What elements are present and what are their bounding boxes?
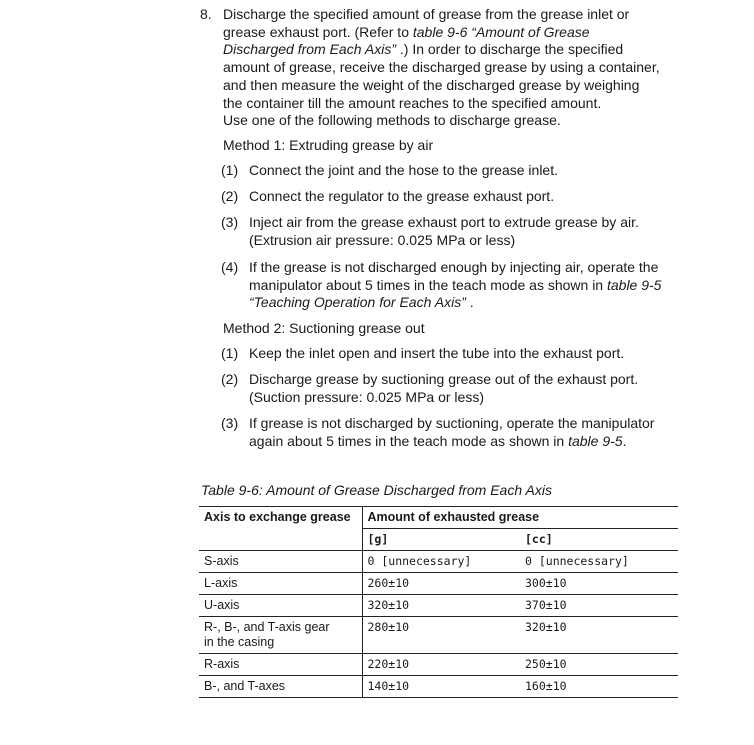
- header-amount: Amount of exhausted grease: [362, 507, 678, 529]
- table-row: [199, 617, 678, 654]
- item-number: (1): [221, 162, 239, 178]
- cell-axis: B-, and T-axes: [199, 676, 362, 698]
- table-row: [199, 551, 678, 573]
- item-text: Connect the joint and the hose to the grease inlet.: [249, 162, 558, 178]
- cell-g: 0 [unnecessary]: [362, 551, 520, 573]
- method-1-title: Method 1: Extruding grease by air: [223, 137, 434, 153]
- table-caption: Table 9-6: Amount of Grease Discharged from Each Axis: [201, 482, 552, 498]
- cell-axis: R-axis: [199, 654, 362, 676]
- item-number: (4): [221, 259, 239, 275]
- step-text: .) In order to discharge the specified: [395, 41, 624, 58]
- cell-axis: S-axis: [199, 551, 362, 573]
- table-reference: table 9-5: [606, 276, 662, 293]
- cell-cc: 370±10: [520, 595, 678, 617]
- cell-cc: 160±10: [520, 676, 678, 698]
- item-text: [249, 415, 691, 450]
- table-reference: Discharged from Each Axis”: [223, 41, 396, 58]
- cell-cc: 320±10: [520, 617, 678, 654]
- cell-g: 320±10: [362, 595, 520, 617]
- cell-axis-line: in the casing: [204, 635, 275, 649]
- step-line: [223, 24, 690, 42]
- item-line: [249, 277, 691, 295]
- header-axis: Axis to exchange grease: [199, 507, 362, 551]
- item-line: (Extrusion air pressure: 0.025 MPa or less): [249, 231, 516, 248]
- table-header-row: [199, 507, 678, 529]
- item-line: If grease is not discharged by suctioning, operate the manipulator: [249, 415, 655, 431]
- item-line: If the grease is not discharged enough by injecting air, operate the: [249, 259, 659, 275]
- step-8: [200, 6, 690, 130]
- cell-g: 280±10: [362, 617, 520, 654]
- item-text: Connect the regulator to the grease exhaust port.: [249, 188, 555, 204]
- method-1-item: [221, 188, 691, 206]
- step-line: and then measure the weight of the discharged grease by weighing: [223, 76, 640, 93]
- step-line: the container till the amount reaches to the specified amount.: [223, 94, 602, 111]
- cell-g: 140±10: [362, 676, 520, 698]
- item-number: (2): [221, 371, 239, 387]
- cell-cc: 300±10: [520, 573, 678, 595]
- item-text: Keep the inlet open and insert the tube into the exhaust port.: [249, 345, 625, 361]
- table-reference: table 9-5: [568, 432, 623, 449]
- item-text: [249, 214, 691, 249]
- cell-axis-line: R-, B-, and T-axis gear: [204, 620, 330, 634]
- method-2-item: [221, 371, 691, 406]
- item-line: [249, 294, 691, 312]
- step-line: Use one of the following methods to discharge grease.: [223, 112, 561, 129]
- table-reference: table 9-6 “Amount of Grease: [412, 23, 590, 40]
- item-text-part: .: [622, 432, 627, 449]
- header-unit-cc: [cc]: [520, 529, 678, 551]
- item-number: (3): [221, 415, 239, 431]
- cell-g: 220±10: [362, 654, 520, 676]
- table-row: [199, 595, 678, 617]
- cell-cc: 250±10: [520, 654, 678, 676]
- item-text-part: manipulator about 5 times in the teach mode as shown in: [249, 276, 607, 293]
- item-text-part: again about 5 times in the teach mode as shown in: [249, 432, 569, 449]
- item-text: [249, 371, 691, 406]
- method-1-item: [221, 214, 691, 249]
- cell-cc: 0 [unnecessary]: [520, 551, 678, 573]
- item-line: [249, 433, 691, 451]
- step-line: Discharge the specified amount of grease from the grease inlet or: [223, 6, 630, 22]
- step-line: amount of grease, receive the discharged grease by using a container,: [223, 59, 660, 76]
- step-number: 8.: [200, 6, 212, 22]
- cell-axis: L-axis: [199, 573, 362, 595]
- method-2-item: [221, 345, 691, 363]
- step-body: [223, 6, 690, 130]
- table-row: [199, 676, 678, 698]
- item-number: (1): [221, 345, 239, 361]
- step-text: grease exhaust port. (Refer to: [223, 23, 413, 40]
- item-number: (3): [221, 214, 239, 230]
- item-line: (Suction pressure: 0.025 MPa or less): [249, 388, 484, 405]
- method-1-item: [221, 162, 691, 180]
- header-unit-g: [g]: [362, 529, 520, 551]
- step-line: [223, 41, 690, 59]
- item-text: [249, 259, 691, 312]
- table-row: [199, 573, 678, 595]
- item-text-part: .: [465, 294, 474, 311]
- table-row: [199, 654, 678, 676]
- cell-axis: [199, 617, 362, 654]
- item-line: Discharge grease by suctioning grease out of the exhaust port.: [249, 371, 639, 387]
- grease-table: [199, 506, 678, 698]
- cell-g: 260±10: [362, 573, 520, 595]
- item-line: Inject air from the grease exhaust port to extrude grease by air.: [249, 214, 639, 230]
- cell-axis: U-axis: [199, 595, 362, 617]
- method-1-item: [221, 259, 691, 312]
- item-number: (2): [221, 188, 239, 204]
- method-2-item: [221, 415, 691, 450]
- method-2-title: Method 2: Suctioning grease out: [223, 320, 425, 336]
- table-reference: “Teaching Operation for Each Axis”: [249, 294, 466, 311]
